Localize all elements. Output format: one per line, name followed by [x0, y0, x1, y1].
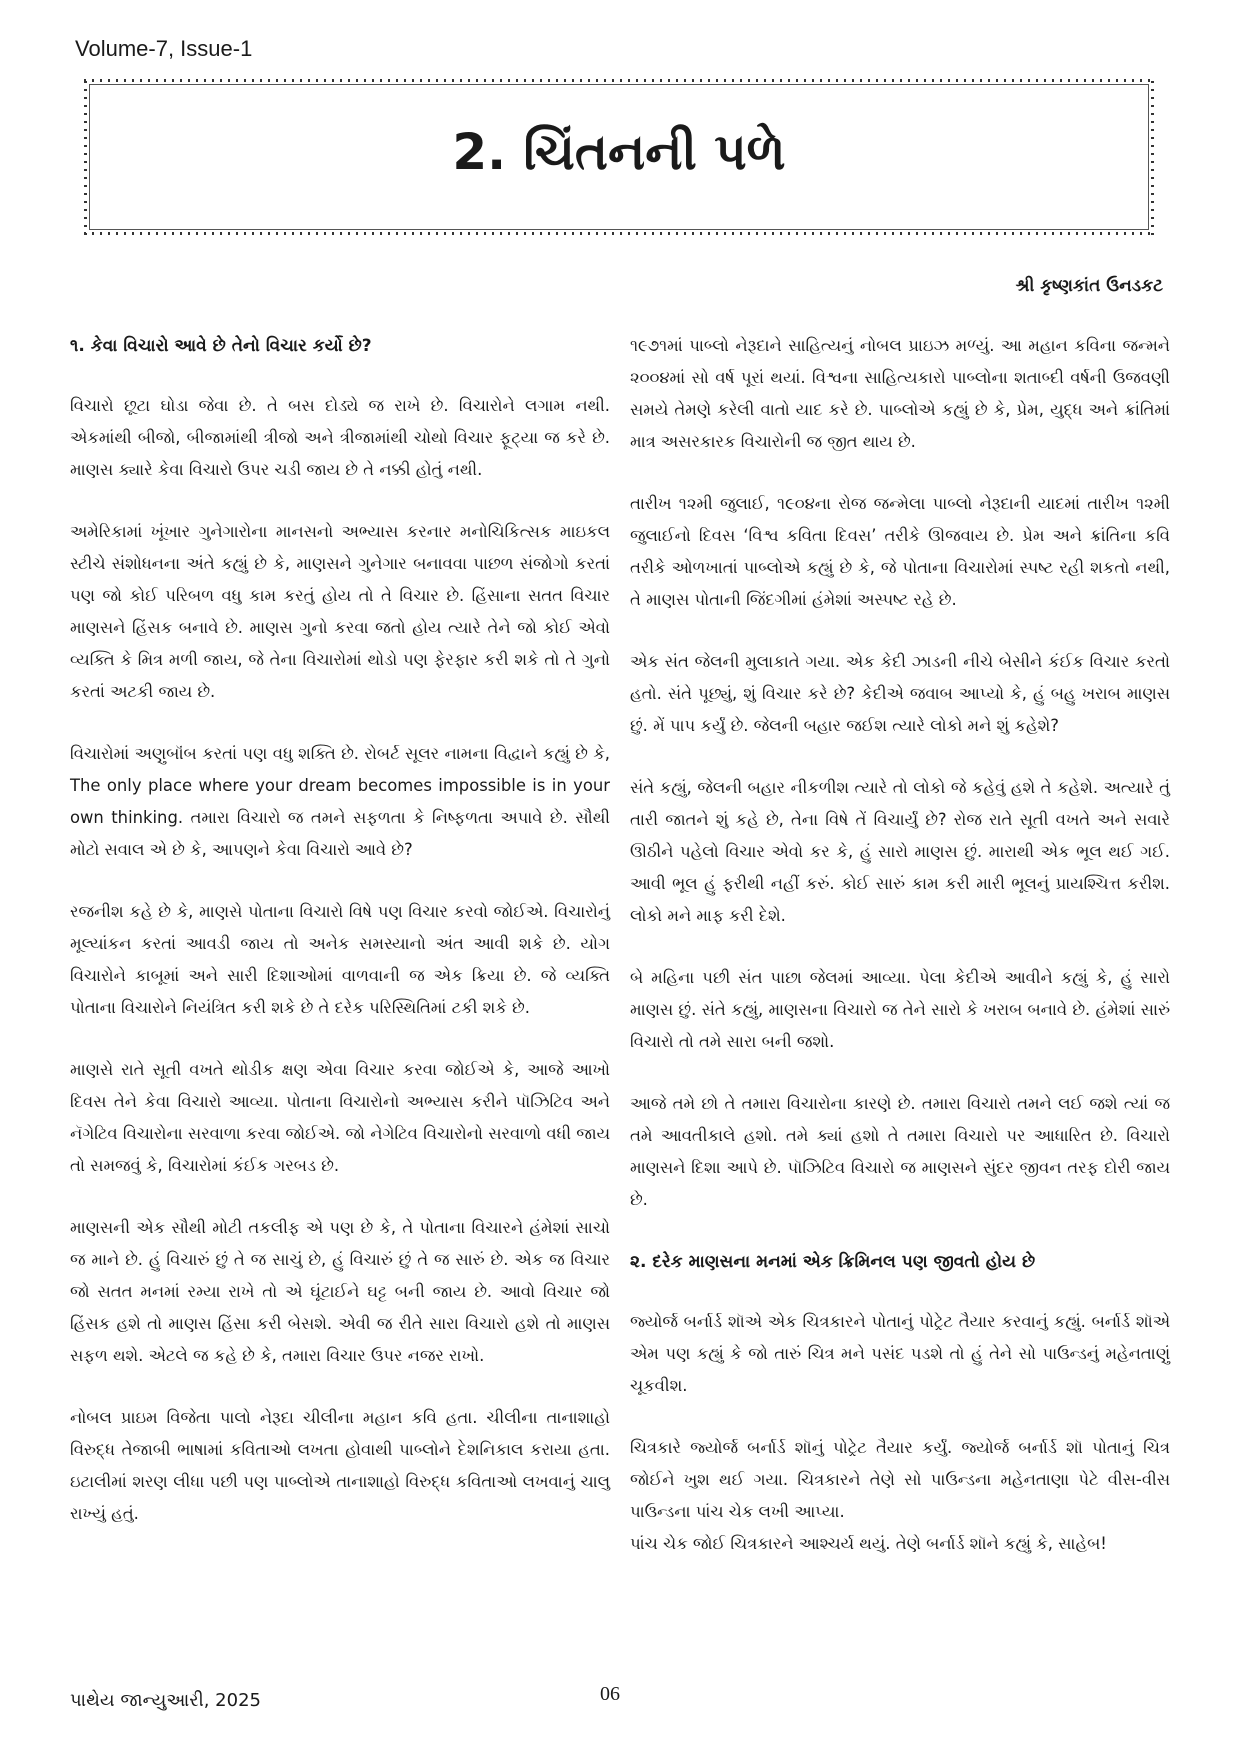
- paragraph: પાંચ ચેક જોઈ ચિત્રકારને આશ્ચર્ય થયું. તેણે બર્નાર્ડ શૉને કહ્યું કે, સાહેબ!: [630, 1534, 1107, 1553]
- paragraph: ૧૯૭૧માં પાબ્લો નેરૂદાને સાહિત્યનું નોબલ પ્રાઇઝ મળ્યું. આ મહાન કવિના જન્મને ૨૦૦૪માં સો વર્ષ પૂરાં થયાં. વિશ્વના સાહિત્યકારો પાબ્લોના શતાબ્દી વર્ષની ઉજવણી સમયે તેમણે કરેલી વાતો યાદ કરે છે. પાબ્લોએ કહ્યું છે કે, પ્રેમ, યુદ્ધ અને ક્રાંતિમાં માત્ર અસરકારક વિચારોની જ જીત થાય છે.: [630, 336, 1170, 451]
- paragraph: તારીખ ૧૨મી જુલાઈ, ૧૯૦૪ના રોજ જન્મેલા પાબ્લો નેરૂદાની યાદમાં તારીખ ૧૨મી જુલાઈનો દિવસ ‘વિશ્વ કવિતા દિવસ’ તરીકે ઊજવાય છે. પ્રેમ અને ક્રાંતિના કવિ તરીકે ઓળખાતાં પાબ્લોએ કહ્યું છે કે, જે પોતાના વિચારોમાં સ્પષ્ટ રહી શકતો નથી, તે માણસ પોતાની જિંદગીમાં હંમેશાં અસ્પષ્ટ રહે છે.: [630, 494, 1170, 609]
- section-heading-1: ૧. કેવા વિચારો આવે છે તેનો વિચાર કર્યો છે?: [70, 336, 372, 356]
- paragraph: નોબલ પ્રાઇમ વિજેતા પાલો નેરૂદા ચીલીના મહાન કવિ હતા. ચીલીના તાનાશાહો વિરુદ્ધ તેજાબી ભાષામાં કવિતાઓ લખતા હોવાથી પાબ્લોને દેશનિકાલ કરાયા હતા. ઇટાલીમાં શરણ લીધા પછી પણ પાબ્લોએ તાનાશાહો વિરુદ્ધ કવિતાઓ લખવાનું ચાલુ રાખ્યું હતું.: [70, 1408, 610, 1523]
- title-frame: [78, 73, 1160, 241]
- paragraph: એક સંત જેલની મુલાકાતે ગયા. એક કેદી ઝાડની નીચે બેસીને કંઈક વિચાર કરતો હતો. સંતે પૂછ્યું, શું વિચાર કરે છે? કેદીએ જવાબ આપ્યો કે, હું બહુ ખરાબ માણસ છું. મેં પાપ કર્યું છે. જેલની બહાર જઈશ ત્યારે લોકો મને શું કહેશે?: [630, 652, 1170, 735]
- left-column: [70, 330, 610, 1560]
- section-heading-2: ૨. દરેક માણસના મનમાં એક ક્રિમિનલ પણ જીવતો હોય છે: [630, 1252, 1036, 1272]
- paragraph: ચિત્રકારે જ્યોર્જ બર્નાર્ડ શૉનું પોટ્રેટ તૈયાર કર્યું. જ્યોર્જ બર્નાર્ડ શૉ પોતાનું ચિત્ર જોઈને ખુશ થઈ ગયા. ચિત્રકારને તેણે સો પાઉન્ડના મહેનતાણા પેટે વીસ-વીસ પાઉન્ડના પાંચ ચેક લખી આપ્યા.: [630, 1438, 1170, 1521]
- page-title: 2. ચિંતનની પળે: [452, 123, 786, 181]
- right-column: [630, 330, 1170, 1560]
- publication-footer: પાથેય જાન્યુઆરી, 2025: [70, 1690, 261, 1711]
- paragraph: આજે તમે છો તે તમારા વિચારોના કારણે છે. તમારા વિચારો તમને લઈ જશે ત્યાં જ તમે આવતીકાલે હશો. તમે ક્યાં હશો તે તમારા વિચારો પર આધારિત છે. વિચારો માણસને દિશા આપે છે. પૉઝિટિવ વિચારો જ માણસને સુંદર જીવન તરફ દોરી જાય છે.: [630, 1094, 1170, 1209]
- page-number: 06: [600, 1683, 620, 1705]
- paragraph: માણસની એક સૌથી મોટી તકલીફ એ પણ છે કે, તે પોતાના વિચારને હંમેશાં સાચો જ માને છે. હું વિચારું છું તે જ સાચું છે, હું વિચારું છું તે જ સારું છે. એક જ વિચાર જો સતત મનમાં રમ્યા રાખે તો એ ઘૂંટાઈને ઘટ્ટ બની જાય છે. આવો વિચાર જો હિંસક હશે તો માણસ હિંસા કરી બેસશે. એવી જ રીતે સારા વિચારો હશે તો માણસ સફળ થશે. એટલે જ કહે છે કે, તમારા વિચાર ઉપર નજર રાખો.: [70, 1218, 610, 1365]
- paragraph: બે મહિના પછી સંત પાછા જેલમાં આવ્યા. પેલા કેદીએ આવીને કહ્યું કે, હું સારો માણસ છું. સંતે કહ્યું, માણસના વિચારો જ તેને સારો કે ખરાબ બનાવે છે. હંમેશાં સારું વિચારો તો તમે સારા બની જશો.: [630, 968, 1170, 1051]
- paragraph: રજનીશ કહે છે કે, માણસે પોતાના વિચારો વિષે પણ વિચાર કરવો જોઈએ. વિચારોનું મૂલ્યાંકન કરતાં આવડી જાય તો અનેક સમસ્યાનો અંત આવી શકે છે. યોગ વિચારોને કાબૂમાં અને સારી દિશાઓમાં વાળવાની જ એક ક્રિયા છે. જે વ્યક્તિ પોતાના વિચારોને નિયંત્રિત કરી શકે છે તે દરેક પરિસ્થિતિમાં ટકી શકે છે.: [70, 902, 610, 1017]
- paragraph: સંતે કહ્યું, જેલની બહાર નીકળીશ ત્યારે તો લોકો જે કહેવું હશે તે કહેશે. અત્યારે તું તારી જાતને શું કહે છે, તેના વિષે તેં વિચાર્યું છે? રોજ રાતે સૂતી વખતે અને સવારે ઊઠીને પહેલો વિચાર એવો કર કે, હું સારો માણસ છું. મારાથી એક ભૂલ થઈ ગઈ. આવી ભૂલ હું ફરીથી નહીં કરું. કોઈ સારું કામ કરી મારી ભૂલનું પ્રાયશ્ચિત્ત કરીશ. લોકો મને માફ કરી દેશે.: [630, 778, 1170, 925]
- author-name: શ્રી કૃષ્ણકાંત ઉનડકટ: [1015, 276, 1163, 296]
- paragraph: અમેરિકામાં ખૂંખાર ગુનેગારોના માનસનો અભ્યાસ કરનાર મનોચિકિત્સક માઇકલ સ્ટીચે સંશોધનના અંતે કહ્યું છે કે, માણસને ગુનેગાર બનાવવા પાછળ સંજોગો કરતાં પણ જો કોઈ પરિબળ વધુ કામ કરતું હોય તો તે વિચાર છે. હિંસાના સતત વિચાર માણસને હિંસક બનાવે છે. માણસ ગુનો કરવા જતો હોય ત્યારે તેને જો કોઈ એવો વ્યક્તિ કે મિત્ર મળી જાય, જે તેના વિચારોમાં થોડો પણ ફેરફાર કરી શકે તો તે ગુનો કરતાં અટકી જાય છે.: [70, 522, 610, 701]
- paragraph: વિચારોમાં અણુબૉંબ કરતાં પણ વધુ શક્તિ છે. રોબર્ટ સૂલર નામના વિદ્વાને કહ્યું છે કે, The only place where your dream becomes impossible is in your own thinking. તમારા વિચારો જ તમને સફળતા કે નિષ્ફળતા અપાવે છે. સૌથી મોટો સવાલ એ છે કે, આપણને કેવા વિચારો આવે છે?: [70, 744, 610, 859]
- volume-issue: Volume-7, Issue-1: [75, 36, 253, 61]
- paragraph: જ્યોર્જ બર્નાર્ડ શૉએ એક ચિત્રકારને પોતાનું પોટ્રેટ તૈયાર કરવાનું કહ્યું. બર્નાર્ડ શૉએ એમ પણ કહ્યું કે જો તારું ચિત્ર મને પસંદ પડશે તો હું તેને સો પાઉન્ડનું મહેનતાણું ચૂકવીશ.: [630, 1312, 1170, 1395]
- paragraph: માણસે રાતે સૂતી વખતે થોડીક ક્ષણ એવા વિચાર કરવા જોઈએ કે, આજે આખો દિવસ તેને કેવા વિચારો આવ્યા. પોતાના વિચારોનો અભ્યાસ કરીને પૉઝિટિવ અને નૅગેટિવ વિચારોના સરવાળા કરવા જોઈએ. જો નેગેટિવ વિચારોનો સરવાળો વધી જાય તો સમજવું કે, વિચારોમાં કંઈક ગરબડ છે.: [70, 1060, 610, 1175]
- paragraph: વિચારો છૂટા ઘોડા જેવા છે. તે બસ દોડ્યે જ રાખે છે. વિચારોને લગામ નથી. એકમાંથી બીજો, બીજામાંથી ત્રીજો અને ત્રીજામાંથી ચોથો વિચાર ફૂટ્યા જ કરે છે. માણસ ક્યારે કેવા વિચારો ઉપર ચડી જાય છે તે નક્કી હોતું નથી.: [70, 396, 610, 479]
